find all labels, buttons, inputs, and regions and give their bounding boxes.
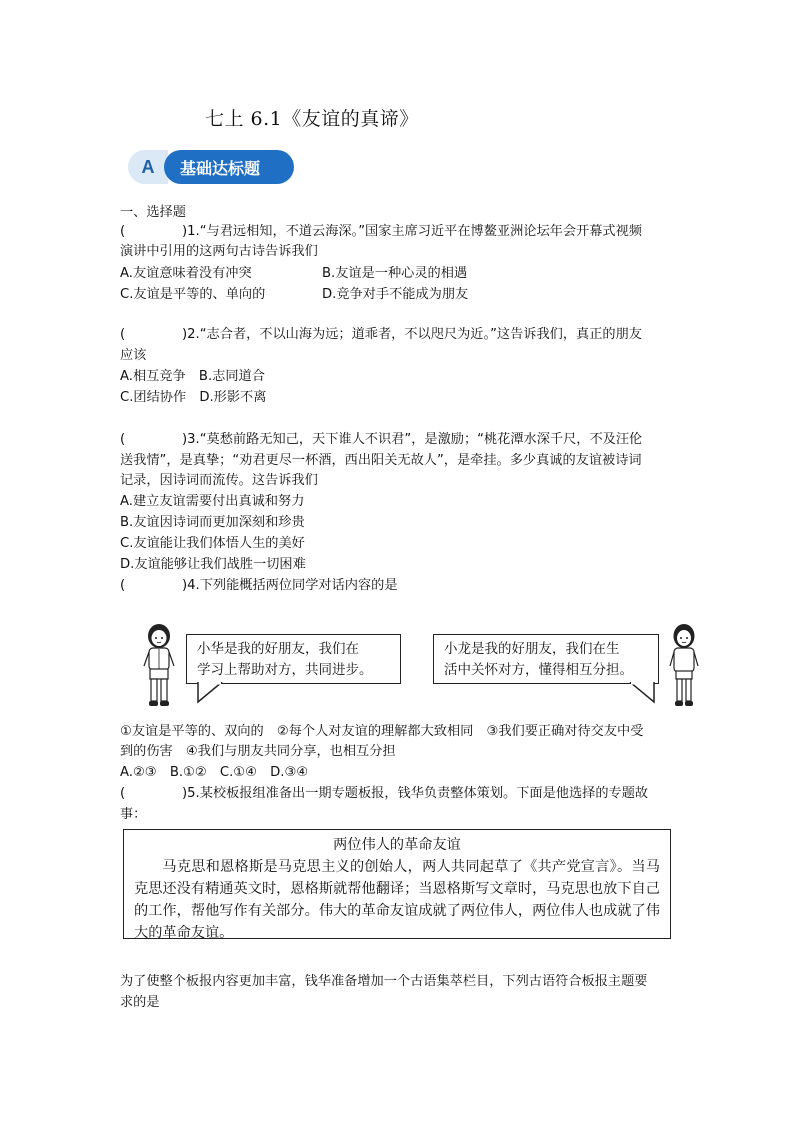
student-girl-right-illustration bbox=[664, 622, 704, 710]
q1-option-b: B.友谊是一种心灵的相遇 bbox=[322, 266, 468, 281]
q1-option-d: D.竞争对手不能成为朋友 bbox=[322, 287, 469, 302]
answer-paren: ( bbox=[120, 327, 126, 342]
answer-paren: ( bbox=[120, 578, 126, 593]
bubble-left-line1: 小华是我的好朋友，我们在 bbox=[197, 641, 359, 657]
q4-statements-2: 到的伤害 ④我们与朋友共同分享，也相互分担 bbox=[120, 744, 396, 759]
q3-option-b: B.友谊因诗词而更加深刻和珍贵 bbox=[120, 515, 305, 530]
q2-stem: ( )2.“志合者，不以山海为远；道乖者，不以咫尺为近。”这告诉我们，真正的朋友 bbox=[120, 325, 642, 346]
document-title: 七上 6.1《友谊的真谛》 bbox=[205, 108, 419, 130]
speech-bubble-right bbox=[433, 634, 659, 684]
q2-stem-2: 应该 bbox=[120, 348, 147, 363]
q5-followup-1: 为了使整个板报内容更加丰富，钱华准备增加一个古语集萃栏目，下列古语符合板报主题要 bbox=[120, 974, 648, 989]
bubble-left-tail bbox=[196, 682, 226, 704]
q5-followup-2: 求的是 bbox=[120, 995, 160, 1010]
bubble-right-tail bbox=[626, 682, 656, 704]
bubble-right-line1: 小龙是我的好朋友，我们在生 bbox=[444, 641, 620, 657]
q4-options: A.②③ B.①② C.①④ D.③④ bbox=[120, 765, 309, 780]
story-body: 马克思和恩格斯是马克思主义的创始人，两人共同起草了《共产党宣言》。当马克思还没有精通英文时，恩格斯就帮他翻译；当恩格斯写文章时，马克思也放下自己的工作，帮他写作有关部分。伟大的革命友谊成就了两位伟人，两位伟人也成就了伟大的革命友谊。 bbox=[134, 859, 660, 941]
badge-letter: A bbox=[128, 150, 168, 184]
bubble-right-line2: 活中关怀对方，懂得相互分担。 bbox=[444, 662, 633, 678]
q2-options-cd: C.团结协作 D.形影不离 bbox=[120, 390, 267, 405]
q1-option-a: A.友谊意味着没有冲突 bbox=[120, 266, 252, 281]
q1-option-c: C.友谊是平等的、单向的 bbox=[120, 287, 266, 302]
q3-option-a: A.建立友谊需要付出真诚和努力 bbox=[120, 494, 305, 509]
student-girl-left-illustration bbox=[138, 622, 180, 710]
story-title: 两位伟人的革命友谊 bbox=[333, 837, 461, 853]
story-box bbox=[123, 829, 671, 939]
q4-statements-1: ①友谊是平等的、双向的 ②每个人对友谊的理解都大致相同 ③我们要正确对待交友中受 bbox=[120, 724, 644, 739]
q1-stem-2: 演讲中引用的这两句古诗告诉我们 bbox=[120, 244, 318, 259]
answer-paren: ( bbox=[120, 432, 126, 447]
q3-option-d: D.友谊能够让我们战胜一切困难 bbox=[120, 557, 306, 572]
q3-stem: ( )3.“莫愁前路无知己，天下谁人不识君”，是激励；“桃花潭水深千尺，不及汪伦 bbox=[120, 430, 642, 451]
section-badge bbox=[128, 150, 294, 184]
badge-label: 基础达标题 bbox=[164, 150, 294, 184]
section-heading: 一、选择题 bbox=[120, 205, 186, 220]
q5-stem-2: 事： bbox=[120, 807, 147, 822]
q3-option-c: C.友谊能让我们体悟人生的美好 bbox=[120, 536, 305, 551]
answer-paren: ( bbox=[120, 224, 126, 239]
q2-options-ab: A.相互竞争 B.志同道合 bbox=[120, 369, 265, 384]
bubble-left-line2: 学习上帮助对方，共同进步。 bbox=[197, 662, 373, 678]
q3-stem-3: 记录，因诗词而流传。这告诉我们 bbox=[120, 473, 318, 488]
q4-stem: ( )4.下列能概括两位同学对话内容的是 bbox=[120, 576, 398, 597]
speech-bubble-left bbox=[186, 634, 401, 684]
q1-stem: ( )1.“与君远相知，不道云海深。”国家主席习近平在博鳌亚洲论坛年会开幕式视频 bbox=[120, 222, 642, 243]
q5-stem: ( )5.某校板报组准备出一期专题板报，钱华负责整体策划。下面是他选择的专题故 bbox=[120, 784, 648, 805]
answer-paren: ( bbox=[120, 786, 126, 801]
q3-stem-2: 送我情”，是真挚；“劝君更尽一杯酒，西出阳关无故人”，是牵挂。多少真诚的友谊被诗词 bbox=[120, 453, 642, 468]
